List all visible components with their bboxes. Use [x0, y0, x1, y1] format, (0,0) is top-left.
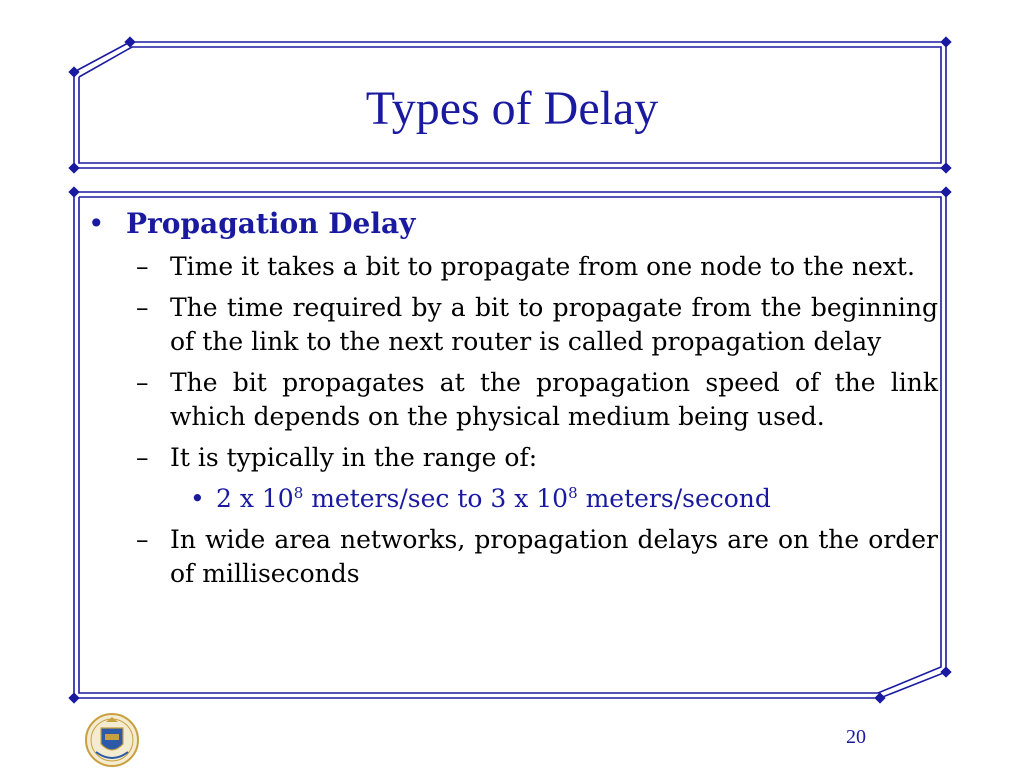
nested-list-container	[170, 482, 938, 516]
slide-body	[82, 204, 938, 694]
sub-point	[136, 441, 938, 475]
sub-point-text: The time required by a bit to propagate from the beginning of the link to the next router is called propagation delay	[170, 293, 938, 356]
speed-low-unit: meters/sec to	[303, 484, 491, 513]
en-dash-icon: –	[136, 443, 149, 472]
sub-point	[136, 366, 938, 434]
sub-point-text: The bit propagates at the propagation speed of the link which depends on the physical medium being used.	[170, 368, 938, 431]
sub-point-text: It is typically in the range of:	[170, 443, 538, 472]
sub-point-text: Time it takes a bit to propagate from one node to the next.	[170, 252, 915, 281]
en-dash-icon: –	[136, 252, 149, 281]
speed-high-unit: meters/second	[577, 484, 771, 513]
slide-title: Types of Delay	[365, 81, 659, 135]
en-dash-icon: –	[136, 293, 149, 322]
speed-low-exponent: 8	[293, 484, 304, 502]
page-number: 20	[846, 726, 866, 748]
main-bullet-text: Propagation Delay	[126, 207, 416, 240]
speed-low-prefix: 2 x 10	[216, 484, 294, 513]
nested-point-list	[170, 482, 938, 516]
speed-range-item	[190, 482, 938, 516]
speed-high-exponent: 8	[568, 484, 578, 502]
en-dash-icon: –	[136, 525, 149, 554]
sub-point	[136, 250, 938, 284]
sub-point	[136, 291, 938, 359]
sub-point-list	[82, 250, 938, 591]
sub-point-text: In wide area networks, propagation delays are on the order of milliseconds	[170, 525, 938, 588]
en-dash-icon: –	[136, 368, 149, 397]
bullet-dot-icon: •	[88, 207, 105, 240]
main-bullet	[82, 204, 938, 244]
speed-high-prefix: 3 x 10	[490, 484, 569, 513]
sub-point	[136, 523, 938, 591]
university-crest-icon	[82, 708, 142, 768]
small-bullet-dot-icon: •	[190, 484, 205, 513]
